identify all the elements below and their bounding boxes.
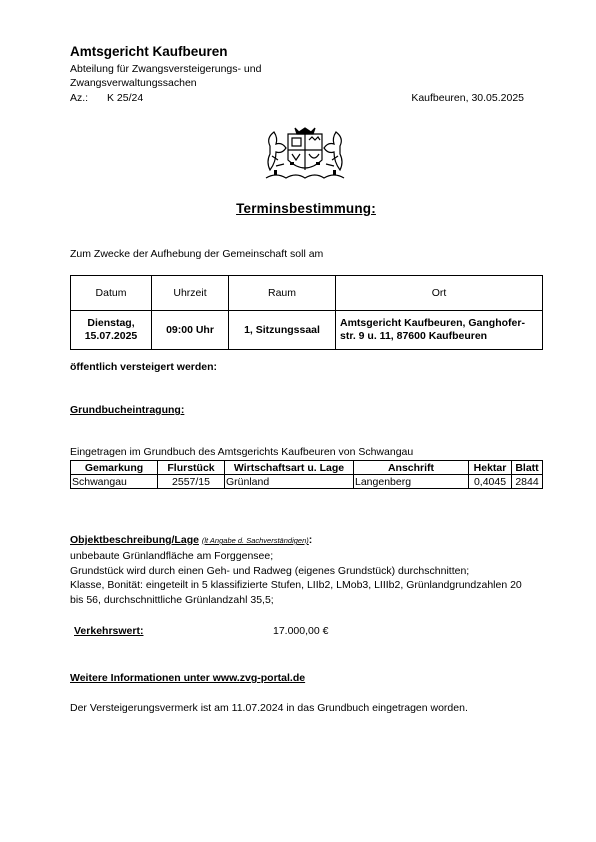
verkehrswert-value: 17.000,00 €	[273, 625, 329, 637]
header-ort: Ort	[336, 276, 543, 311]
objekt-line-3: Klasse, Bonität: eingeteilt in 5 klassifizierte Stufen, LIIb2, LMob3, LIIIb2, Grünlandgrundzahlen 20	[70, 579, 522, 591]
header-raum: Raum	[229, 276, 336, 311]
file-reference	[70, 92, 143, 104]
objekt-heading	[70, 534, 312, 546]
header-datum: Datum	[71, 276, 152, 311]
cell-anschrift: Langenberg	[354, 475, 469, 489]
intro-text: Zum Zwecke der Aufhebung der Gemeinschaft soll am	[70, 248, 324, 260]
header-hektar: Hektar	[469, 461, 512, 475]
objekt-description	[70, 549, 540, 607]
cell-uhrzeit: 09:00 Uhr	[152, 311, 229, 350]
further-info-link[interactable]: Weitere Informationen unter www.zvg-portal.de	[70, 672, 306, 684]
cell-blatt: 2844	[512, 475, 543, 489]
termin-table	[70, 275, 543, 350]
datum-weekday: Dienstag,	[87, 317, 135, 329]
objekt-line-2: Grundstück wird durch einen Geh- und Radweg (eigenes Grundstück) durchschnitten;	[70, 564, 470, 577]
ort-line-1: Amtsgericht Kaufbeuren, Ganghofer-	[340, 317, 525, 329]
objekt-heading-note: (lt Angabe d. Sachverständigen)	[201, 536, 309, 545]
objekt-heading-title: Objektbeschreibung/Lage	[70, 534, 199, 546]
datum-date: 15.07.2025	[84, 330, 138, 342]
grundbuch-table-row	[71, 475, 543, 489]
objekt-line-4: bis 56, durchschnittliche Grünlandzahl 35,5;	[70, 593, 274, 606]
department-line-1: Abteilung für Zwangsversteigerungs- und	[70, 63, 262, 75]
grundbuch-table-header	[71, 461, 543, 475]
grundbuch-table	[70, 460, 543, 489]
file-reference-label: Az.:	[70, 92, 89, 104]
bavarian-coat-of-arms-seal	[262, 126, 348, 184]
header-uhrzeit: Uhrzeit	[152, 276, 229, 311]
grundbuch-intro: Eingetragen im Grundbuch des Amtsgerichts Kaufbeuren von Schwangau	[70, 446, 414, 458]
department-line-2: Zwangsverwaltungssachen	[70, 77, 197, 89]
cell-hektar: 0,4045	[469, 475, 512, 489]
objekt-heading-colon: :	[308, 534, 313, 546]
header-anschrift: Anschrift	[354, 461, 469, 475]
auction-statement: öffentlich versteigert werden:	[70, 361, 218, 373]
cell-wirtschaftsart: Grünland	[225, 475, 354, 489]
place-date: Kaufbeuren, 30.05.2025	[411, 92, 524, 104]
verkehrswert-label: Verkehrswert:	[74, 625, 144, 637]
header-flurstueck: Flurstück	[158, 461, 225, 475]
page-title: Terminsbestimmung:	[236, 201, 376, 216]
header-wirtschaftsart: Wirtschaftsart u. Lage	[225, 461, 354, 475]
cell-ort	[336, 311, 543, 350]
cell-raum: 1, Sitzungssaal	[229, 311, 336, 350]
file-reference-number: K 25/24	[107, 92, 144, 104]
department-name	[70, 62, 300, 90]
termin-table-header	[71, 276, 543, 311]
cell-gemarkung: Schwangau	[71, 475, 158, 489]
header-gemarkung: Gemarkung	[71, 461, 158, 475]
court-name: Amtsgericht Kaufbeuren	[70, 44, 228, 59]
grundbuch-heading: Grundbucheintragung:	[70, 404, 185, 416]
vermerk-text: Der Versteigerungsvermerk ist am 11.07.2024 in das Grundbuch eingetragen worden.	[70, 702, 468, 714]
objekt-line-1: unbebaute Grünlandfläche am Forggensee;	[70, 550, 274, 562]
cell-flurstueck: 2557/15	[158, 475, 225, 489]
cell-datum	[71, 311, 152, 350]
ort-line-2: str. 9 u. 11, 87600 Kaufbeuren	[340, 330, 488, 342]
termin-table-row	[71, 311, 543, 350]
header-blatt: Blatt	[512, 461, 543, 475]
